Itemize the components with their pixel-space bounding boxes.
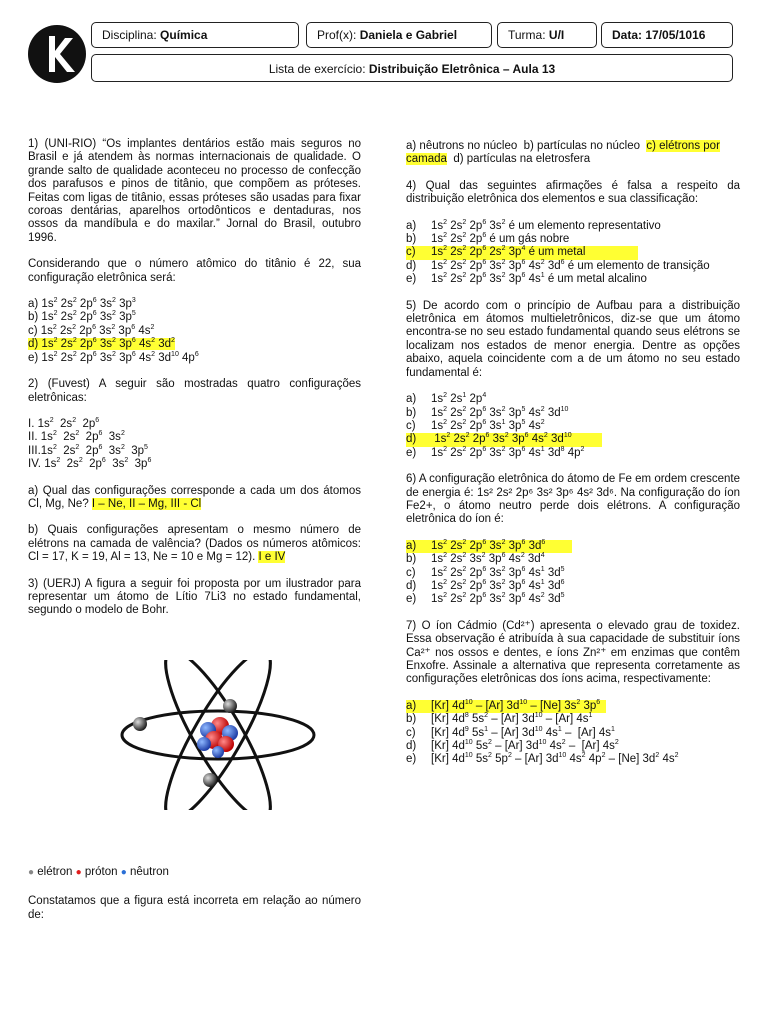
- q2-part-a-text: a) Qual das configurações corresponde a cada um dos átomos Cl, Mg, Ne?: [28, 484, 361, 510]
- q3-text2: Constatamos que a figura está incorreta em relação ao número de:: [28, 895, 361, 921]
- data-box: [601, 22, 733, 48]
- q5-option-e: e) $1s^2$ $2s^2$ $2p^6$ $3s^2$ $3p^6$ $4s^1$ $3d^8$ $4p^2$: [406, 445, 585, 459]
- q2-config-1: I. $1s^2$ $2s^2$ $2p^6$: [28, 417, 100, 430]
- q3-options: [406, 140, 740, 167]
- q2-config-2: II. $1s^2$ $2s^2$ $2p^6$ $3s^2$: [28, 430, 125, 444]
- q1-text: 1) (UNI-RIO) “Os implantes dentários estão mais seguros no Brasil e já atendem às normas internacionais de qualidade. O grande salto de qualidade aconteceu no processo de confecção dos parafusos e pinos de titânio, que compõem as próteses. Feitas com ligas de titânio, essas próteses são usadas para fixar coroas dentárias, aparelhos ortodônticos e dentaduras, nos ossos da mandíbula e do maxilar.” Jornal do Brasil, outubro 1996.: [28, 138, 361, 244]
- q7-option-c: c) [Kr] $4d^9$ $5s^1 - [Ar]$ $3d^{10}$ $4s^1 - [Ar]$ $4s^1$: [406, 725, 615, 739]
- q3-option-c: c) elétrons por camada: [406, 140, 720, 166]
- q1-option-b: b) $1s^2$ $2s^2$ $2p^6$ $3s^2$ $3p^5$: [28, 310, 136, 324]
- q4-option-c: c) $1s^2$ $2s^2$ $2p^6$ $2s^2$ $3p^4$ é um metal: [406, 246, 638, 259]
- q7-option-a: a) [Kr] $4d^{10} - [Ar]$ $3d^{10} - [Ne]$ $3s^2$ $3p^6$: [406, 700, 606, 713]
- q2-part-a: [28, 485, 361, 512]
- prof-value: Daniela e Gabriel: [359, 28, 458, 42]
- q4-option-e: e) $1s^2$ $2s^2$ $2p^6$ $3s^2$ $3p^6$ $4s^1$ é um metal alcalino: [406, 272, 647, 286]
- q5-options: [406, 393, 740, 460]
- q7-option-b: b) [Kr] $4d^8$ $5s^2 - [Ar]$ $3d^{10} - [Ar]$ $4s^1$: [406, 712, 593, 726]
- legend-proton: próton: [84, 866, 118, 878]
- turma-box: [497, 22, 597, 48]
- q2-part-b-text: b) Quais configurações apresentam o mesmo número de elétrons na camada de valência? (Dados os números atômicos: Cl = 17, K = 19, Al = 13, Ne = 10 e Mg = 12).: [28, 524, 361, 564]
- q3-text: 3) (UERJ) A figura a seguir foi proposta por um ilustrador para representar um átomo de Lítio 7Li3 no estado fundamental, segundo o modelo de Bohr.: [28, 577, 361, 617]
- q3-option-a: a) nêutrons no núcleo: [406, 140, 518, 152]
- q7-option-d: d) [Kr] $4d^{10}$ $5s^2 - [Ar]$ $3d^{10}$ $4s^2 - [Ar]$ $4s^2$: [406, 739, 619, 753]
- right-column: [406, 140, 740, 780]
- q2-part-a-answer: I – Ne, II – Mg, III - Cl: [91, 497, 202, 510]
- q1-option-d: d) $1s^2$ $2s^2$ $2p^6$ $3s^2$ $3p^6$ $4s^2$ $3d^2$: [28, 337, 175, 351]
- q6-option-c: c) $1s^2$ $2s^2$ $2p^6$ $3s^2$ $3p^6$ $4s^1$ $3d^5$: [406, 565, 565, 579]
- legend-neutron: nêutron: [129, 866, 169, 878]
- q1-options: [28, 298, 361, 365]
- q5-text: 5) De acordo com o princípio de Aufbau para a distribuição eletrônica em átomos multieletrônicos, diz-se que um átomo encontra-se no seu estado fundamental quando seus elétrons se localizam nos estados de menor energia. Dentre as opções abaixo, aquela coincidente com a de um átomo no seu estado fundamental é:: [406, 299, 740, 379]
- q5-option-d: d) $1s^2$ $2s^2$ $2p^6$ $3s^2$ $3p^6$ $4s^2$ $3d^{10}$: [406, 433, 602, 446]
- q2-configs: [28, 418, 361, 472]
- q6-option-e: e) $1s^2$ $2s^2$ $2p^6$ $3s^2$ $3p^6$ $4s^2$ $3d^5$: [406, 592, 565, 606]
- q2-part-b: [28, 524, 361, 564]
- disciplina-value: Química: [160, 28, 208, 42]
- disciplina-box: [91, 22, 299, 48]
- prof-label: Prof(x):: [317, 28, 357, 42]
- q2-text: 2) (Fuvest) A seguir são mostradas quatro configurações eletrônicas:: [28, 378, 361, 404]
- legend-eletron: elétron: [37, 866, 73, 878]
- q6-option-a: a) $1s^2$ $2s^2$ $2p^6$ $3s^2$ $3p^6$ $3d^6$: [406, 540, 572, 553]
- left-column: [28, 138, 361, 631]
- left-column-bottom: [28, 866, 361, 935]
- q2-part-b-answer: I e IV: [258, 551, 286, 564]
- data-value: 17/05/1016: [645, 28, 706, 42]
- q7-text: 7) O íon Cádmio (Cd²⁺) apresenta o elevado grau de toxidez. Essa observação é atribuída à sua capacidade de substituir íons Ca²⁺ nos ossos e dentes, e íons Zn²⁺ em enzimas que contêm Enxofre. Assinale a alternativa que representa corretamente as configurações eletrônicas dos íons acima, respectivamente:: [406, 619, 740, 686]
- q3-option-d: d) partículas na eletrosfera: [453, 153, 591, 166]
- q2-config-3: $III.1s^2$ $2s^2$ $2p^6$ $3s^2$ $3p^5$: [28, 443, 148, 457]
- title-box: [91, 54, 733, 82]
- q4-options: [406, 220, 740, 287]
- q4-option-a: a) $1s^2$ $2s^2$ $2p^6$ $3s^2$ é um elemento representativo: [406, 218, 661, 232]
- q1-option-a: a) $1s^2$ $2s^2$ $2p^6$ $3s^2$ $3p^3$: [28, 297, 136, 311]
- q1-option-c: c) $1s^2$ $2s^2$ $2p^6$ $3s^2$ $3p^6$ $4s^2$: [28, 324, 155, 337]
- q6-option-d: d) $1s^2$ $2s^2$ $2p^6$ $3s^2$ $3p^6$ $4s^1$ $3d^6$: [406, 579, 565, 592]
- q4-option-d: d) $1s^2$ $2s^2$ $2p^6$ $3s^2$ $3p^6$ $4s^2$ $3d^6$ é um elemento de transição: [406, 259, 710, 272]
- q5-option-c: c) $1s^2$ $2s^2$ $2p^6$ $3s^1$ $3p^5$ $4s^2$: [406, 419, 545, 432]
- q1-text2: Considerando que o número atômico do titânio é 22, sua configuração eletrônica será:: [28, 258, 361, 284]
- turma-label: Turma:: [508, 28, 546, 42]
- q7-option-e: e) [Kr] $4d^{10}$ $5s^2$ $5p^2 - [Ar]$ $3d^{10}$ $4s^2$ $4p^2 - [Ne]$ $3d^2$ $4s^2$: [406, 752, 679, 766]
- q7-options: [406, 700, 740, 767]
- title-prefix: Lista de exercício:: [268, 62, 366, 76]
- q6-option-b: b) $1s^2$ $2s^2$ $3s^2$ $3p^6$ $4s^2$ $3d^4$: [406, 552, 545, 566]
- q3-option-b: b) partículas no núcleo: [523, 140, 640, 152]
- q4-text: 4) Qual das seguintes afirmações é falsa a respeito da distribuição eletrônica dos elementos e sua classificação:: [406, 179, 740, 206]
- school-logo: [27, 24, 87, 84]
- turma-value: U/I: [548, 28, 565, 42]
- q1-option-e: e) $1s^2$ $2s^2$ $2p^6$ $3s^2$ $3p^6$ $4s^2$ $3d^{10}$ $4p^6$: [28, 350, 199, 364]
- data-label: Data:: [612, 28, 643, 42]
- atom-legend: ● elétron ● próton ● nêutron: [28, 866, 169, 878]
- page-title: Distribuição Eletrônica – Aula 13: [368, 62, 556, 76]
- q2-config-4: IV. $1s^2$ $2s^2$ $2p^6$ $3s^2$ $3p^6$: [28, 457, 152, 471]
- q6-options: [406, 540, 740, 607]
- q5-option-b: b) $1s^2$ $2s^2$ $2p^6$ $3s^2$ $3p^5$ $4s^2$ $3d^{10}$: [406, 405, 569, 419]
- bohr-atom-image: [118, 660, 318, 810]
- q4-option-b: b) $1s^2$ $2s^2$ $2p^6$ é um gás nobre: [406, 232, 570, 246]
- prof-box: [306, 22, 492, 48]
- disciplina-label: Disciplina:: [102, 28, 157, 42]
- q6-text: 6) A configuração eletrônica do átomo de Fe em ordem crescente de energia é: 1s² 2s² 2p⁶ 3s² 3p⁶ 4s² 3d⁶. Na configuração do íon Fe2+, o átomo neutro perde dois elétrons. A configuração eletrônica do íon é:: [406, 473, 740, 526]
- q5-option-a: a) $1s^2$ $2s^1$ $2p^4$: [406, 392, 487, 406]
